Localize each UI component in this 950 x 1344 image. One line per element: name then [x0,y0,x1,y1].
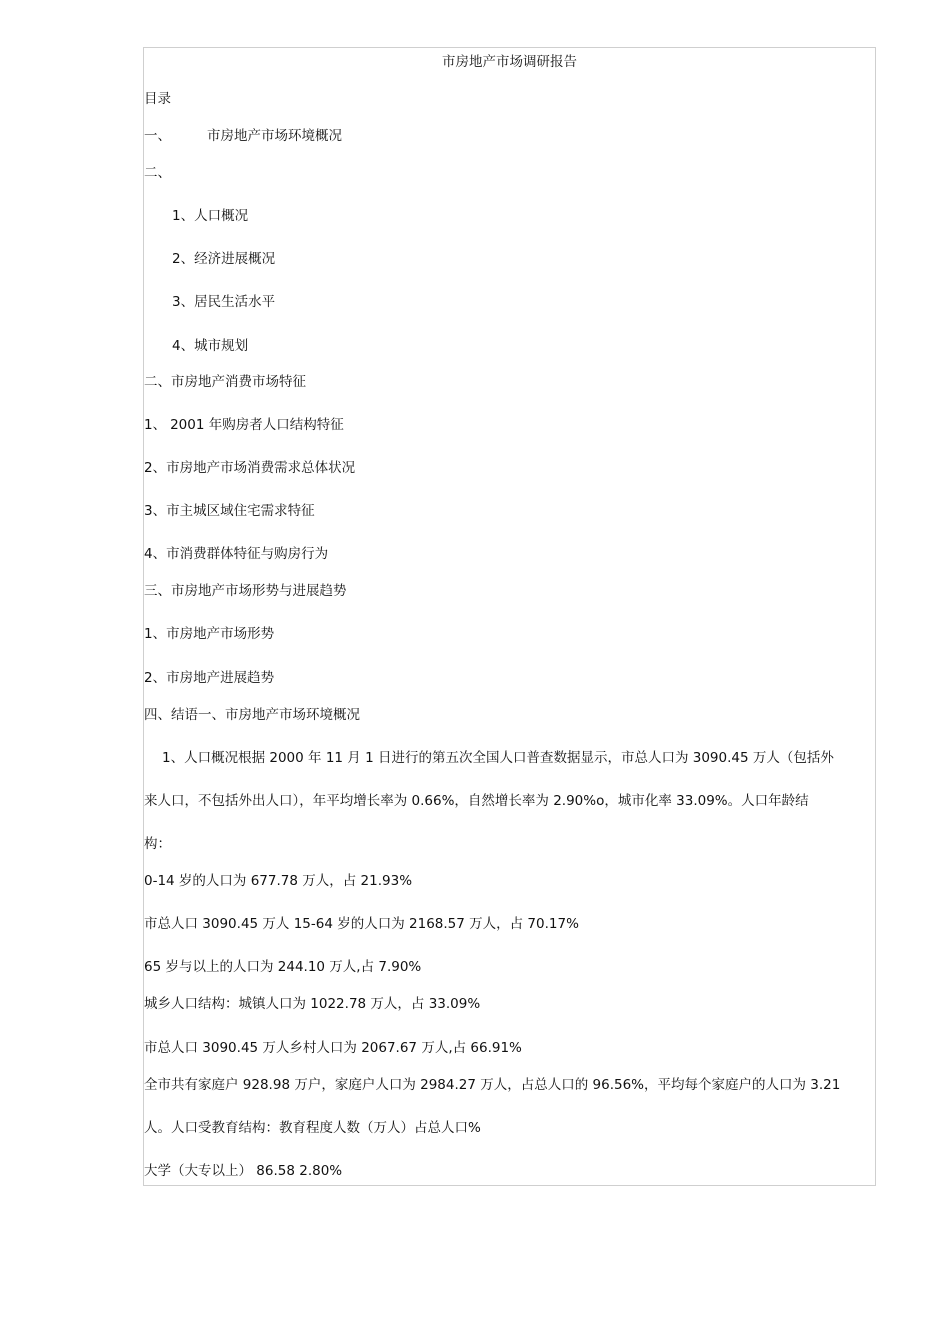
body-paragraph-1-line-1: 1、人口概况根据 2000 年 11 月 1 日进行的第五次全国人口普查数据显示，市总人口为 3090.45 万人（包括外 [162,750,834,766]
toc-section-1 [144,127,342,145]
urban-rural-line-2: 市总人口 3090.45 万人乡村人口为 2067.67 万人,占 66.91% [144,1040,522,1056]
toc-section-1-number: 一、 [144,128,171,144]
age-structure-line-2: 市总人口 3090.45 万人 15-64 岁的人口为 2168.57 万人，占 70.17% [144,916,579,932]
toc-sub-3: 3、居民生活水平 [172,294,276,310]
body-paragraph-1-line-2: 来人口，不包括外出人口），年平均增长率为 0.66%，自然增长率为 2.90%o，城市化率 33.09%。人口年龄结 [144,793,809,809]
age-structure-line-3: 65 岁与以上的人口为 244.10 万人,占 7.90% [144,959,422,975]
toc-section-2-2: 2、市房地产市场消费需求总体状况 [144,460,356,476]
page-frame [143,47,876,1186]
toc-section-2: 二、市房地产消费市场特征 [144,374,306,390]
toc-section-4: 四、结语一、市房地产市场环境概况 [144,707,360,723]
toc-section-2-1 [144,416,344,434]
household-line-2: 人。人口受教育结构：教育程度人数（万人）占总人口% [144,1120,481,1136]
household-line-1: 全市共有家庭户 928.98 万户，家庭户人口为 2984.27 万人，占总人口的 96.56%，平均每个家庭户的人口为 3.21 [144,1077,841,1093]
toc-sub-2: 2、经济进展概况 [172,251,276,267]
toc-section-2-1-title: 2001 年购房者人口结构特征 [170,417,344,433]
education-line-1: 大学（大专以上） 86.58 2.80% [144,1163,343,1179]
toc-section-3: 三、市房地产市场形势与进展趋势 [144,583,347,599]
toc-heading: 目录 [144,91,171,107]
toc-section-2-4: 4、市消费群体特征与购房行为 [144,546,329,562]
toc-section-3-1: 1、市房地产市场形势 [144,626,275,642]
body-paragraph-1-line-3: 构： [144,836,171,852]
toc-sub-1: 1、人口概况 [172,208,249,224]
toc-section-1-title: 市房地产市场环境概况 [207,128,342,144]
toc-section-2-3: 3、市主城区域住宅需求特征 [144,503,315,519]
document-title: 市房地产市场调研报告 [442,54,577,70]
toc-section-3-2: 2、市房地产进展趋势 [144,670,275,686]
urban-rural-line-1: 城乡人口结构：城镇人口为 1022.78 万人，占 33.09% [144,996,481,1012]
toc-section-2a: 二、 [144,165,171,181]
toc-section-2-1-number: 1、 [144,417,167,433]
age-structure-line-1: 0-14 岁的人口为 677.78 万人，占 21.93% [144,873,413,889]
toc-sub-4: 4、城市规划 [172,338,249,354]
